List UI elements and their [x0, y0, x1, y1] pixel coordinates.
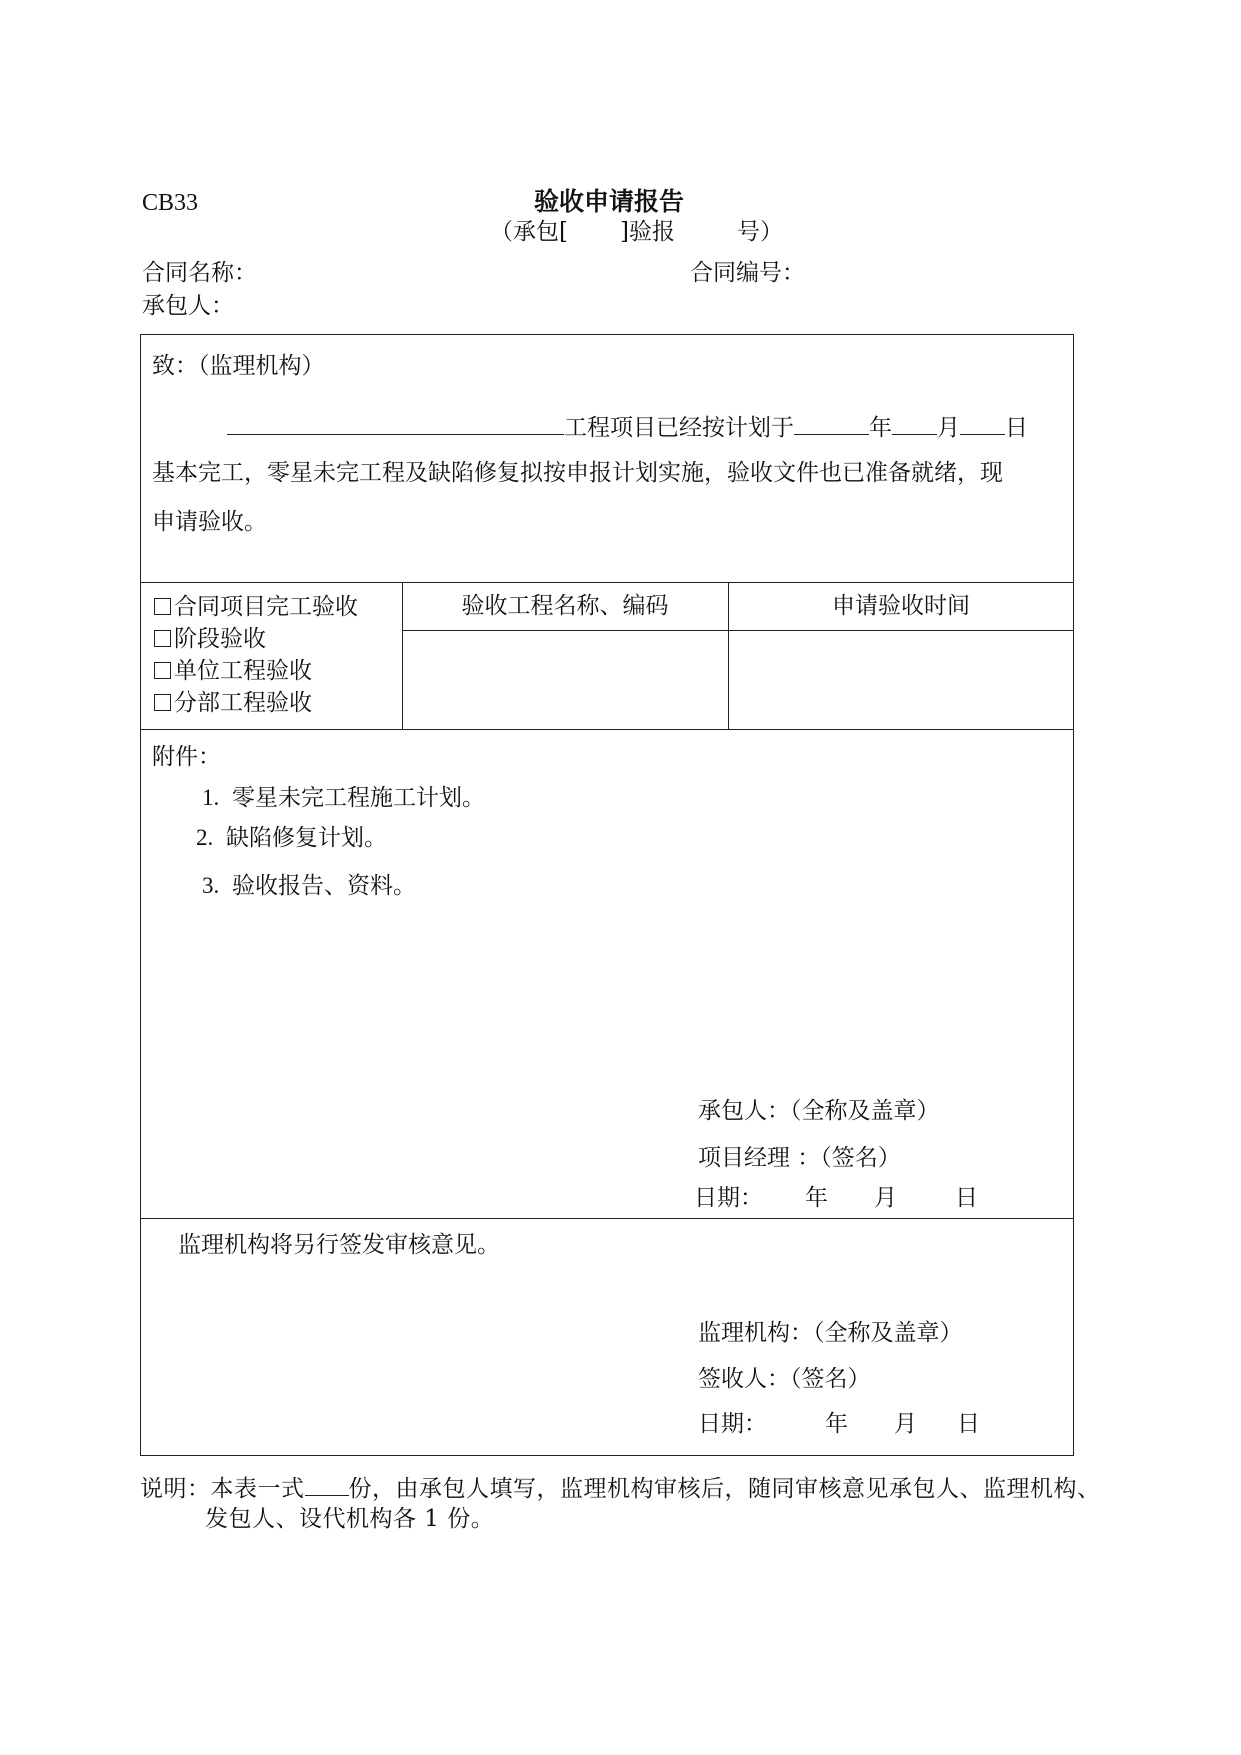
divider-col-header	[402, 630, 1074, 631]
date-label: 日期：	[698, 1411, 767, 1437]
serial-middle: ]验报	[619, 219, 675, 245]
serial-suffix: 号）	[736, 219, 783, 245]
footer-note-line2: 发包人、设代机构各 1 份。	[205, 1506, 495, 1532]
option-label: 单位工程验收	[174, 658, 312, 684]
project-name-blank[interactable]	[227, 414, 564, 435]
month-label: 月	[937, 415, 960, 441]
form-code: CB33	[142, 190, 199, 216]
body-line-3: 申请验收。	[152, 509, 267, 535]
divider-section3	[140, 1218, 1074, 1219]
copies-blank[interactable]	[305, 1475, 349, 1496]
footer-note-line1	[140, 1475, 1101, 1501]
page-title: 验收申请报告	[534, 187, 685, 216]
serial-number-line	[490, 221, 783, 244]
day-blank[interactable]	[960, 414, 1005, 435]
attachment-number: 1.	[202, 785, 220, 810]
acceptance-time-cell[interactable]	[730, 633, 1072, 727]
attachment-text: 验收报告、资料。	[232, 873, 416, 899]
attachments-label: 附件：	[152, 744, 221, 770]
option-unit-project[interactable]	[154, 660, 312, 683]
contract-no-label: 合同编号：	[690, 260, 805, 286]
attachment-item	[196, 826, 387, 850]
date-month: 月	[894, 1411, 917, 1437]
supervision-date	[698, 1413, 980, 1436]
date-day: 日	[955, 1185, 978, 1211]
checkbox-icon[interactable]	[154, 694, 171, 711]
completion-line	[227, 414, 1028, 440]
body-line-2: 基本完工，零星未完工程及缺陷修复拟按申报计划实施，验收文件也已准备就绪，现	[152, 460, 1003, 486]
option-sub-project[interactable]	[154, 692, 312, 715]
completion-text: 工程项目已经按计划于	[564, 415, 794, 441]
project-name-cell[interactable]	[404, 633, 726, 727]
contractor-label: 承包人：	[142, 293, 234, 319]
day-label: 日	[1005, 415, 1028, 441]
checkbox-icon[interactable]	[154, 598, 171, 615]
attachment-item	[202, 874, 416, 898]
contractor-date	[694, 1187, 978, 1210]
footer-note-end: 份，由承包人填写，监理机构审核后，随同审核意见承包人、监理机构、	[348, 1476, 1101, 1502]
contract-name-label: 合同名称：	[142, 260, 257, 286]
date-day: 日	[957, 1411, 980, 1437]
option-label: 合同项目完工验收	[174, 594, 358, 620]
receiver-signature: 签收人：（签名）	[698, 1366, 871, 1392]
attachment-number: 3.	[202, 873, 220, 898]
footer-note-start: 说明：本表一式	[140, 1476, 305, 1502]
option-label: 分部工程验收	[174, 690, 312, 716]
attachment-number: 2.	[196, 825, 214, 850]
contractor-signature: 承包人：（全称及盖章）	[698, 1098, 940, 1124]
serial-prefix: （承包[	[490, 219, 568, 245]
addressee-label: 致：（监理机构）	[152, 353, 325, 379]
supervision-org-signature: 监理机构：（全称及盖章）	[698, 1320, 963, 1346]
option-label: 阶段验收	[174, 626, 266, 652]
date-year: 年	[825, 1411, 848, 1437]
attachment-item	[202, 786, 485, 810]
attachment-text: 零星未完工程施工计划。	[232, 785, 485, 811]
attachment-text: 缺陷修复计划。	[226, 825, 387, 851]
year-label: 年	[869, 415, 892, 441]
checkbox-icon[interactable]	[154, 662, 171, 679]
date-month: 月	[874, 1185, 897, 1211]
divider-section2	[140, 729, 1074, 730]
supervision-note: 监理机构将另行签发审核意见。	[178, 1232, 500, 1258]
divider-section1	[140, 582, 1074, 583]
year-blank[interactable]	[794, 414, 869, 435]
date-label: 日期：	[694, 1185, 763, 1211]
col-header-project-name: 验收工程名称、编码	[461, 593, 669, 619]
option-stage[interactable]	[154, 628, 266, 651]
col-header-acceptance-time: 申请验收时间	[832, 593, 970, 619]
option-contract-completion[interactable]	[154, 596, 358, 619]
checkbox-icon[interactable]	[154, 630, 171, 647]
date-year: 年	[805, 1185, 828, 1211]
project-manager-signature: 项目经理 ：（签名）	[698, 1145, 901, 1171]
month-blank[interactable]	[892, 414, 937, 435]
